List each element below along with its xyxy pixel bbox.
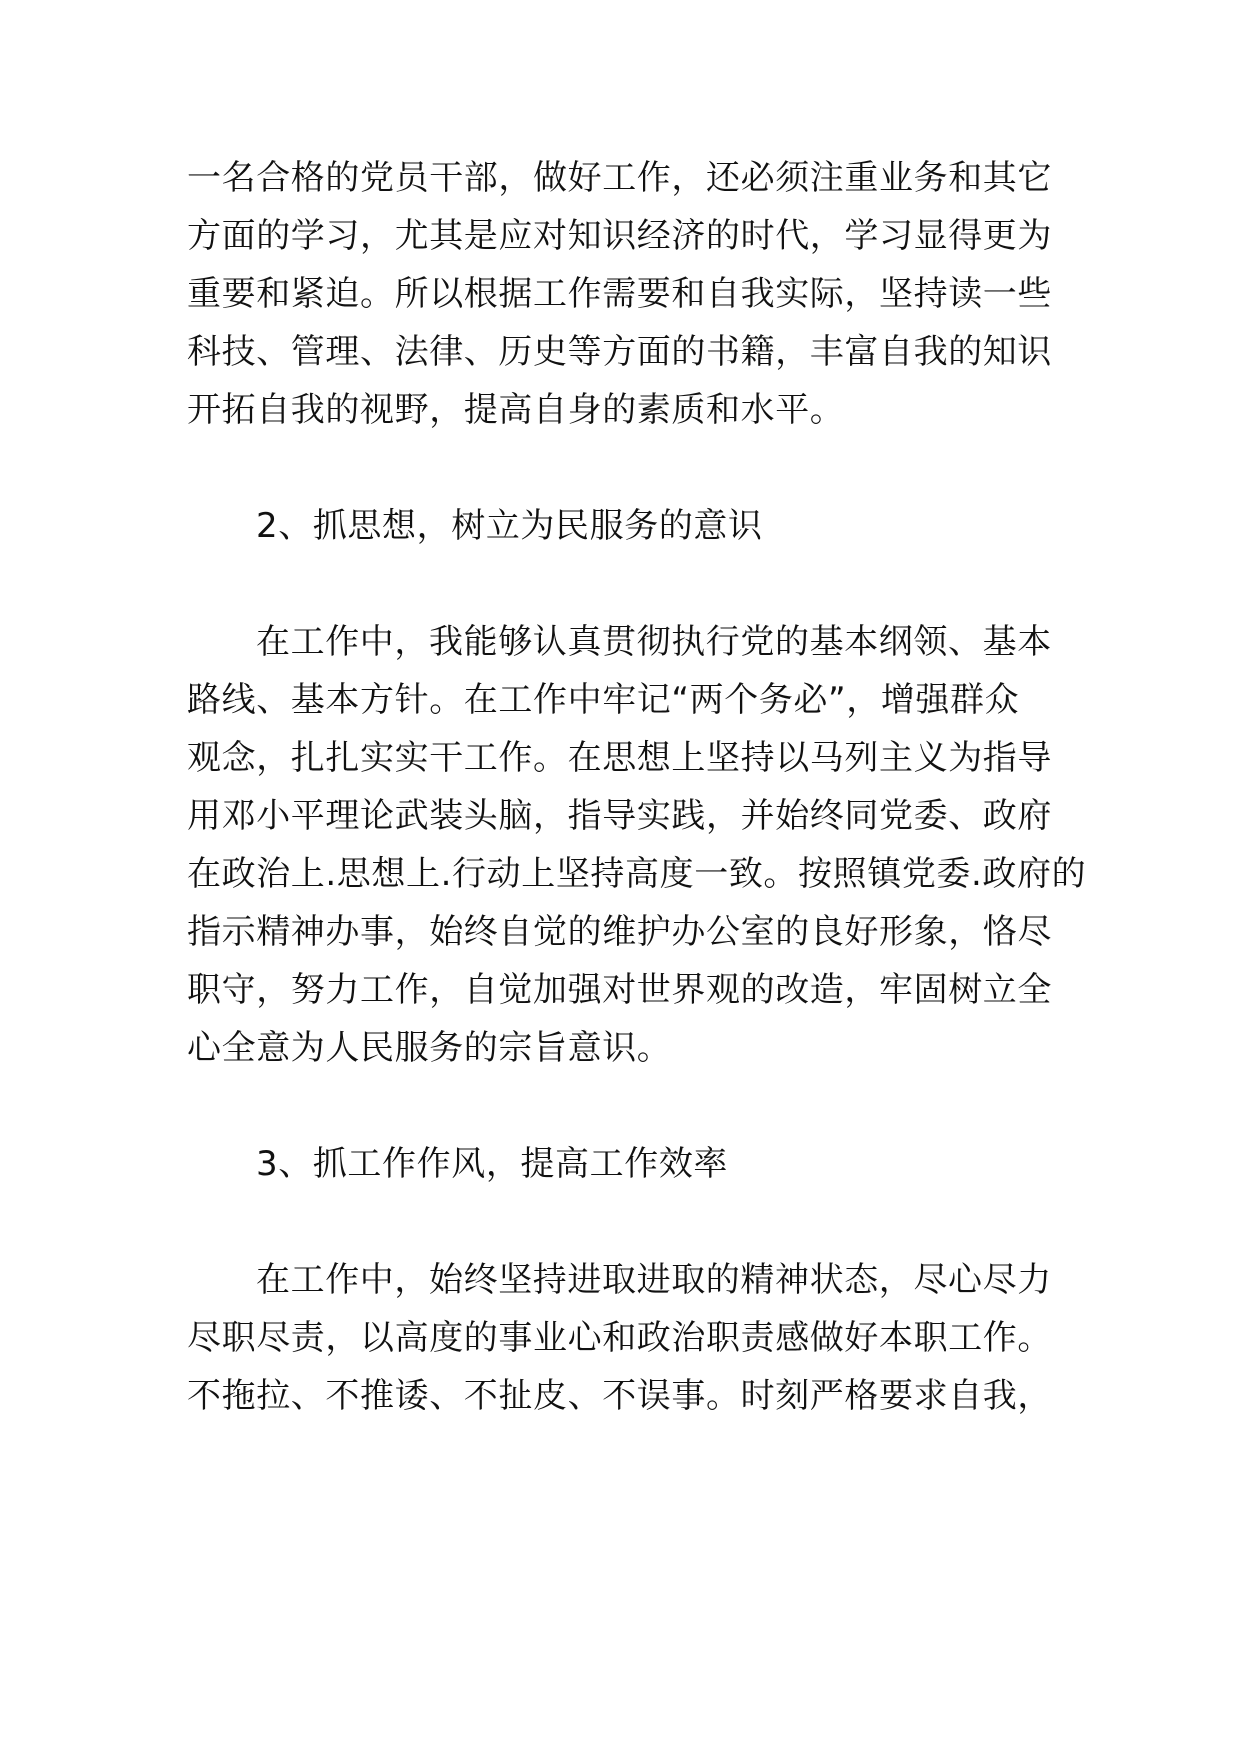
paragraph-line: 心全意为人民服务的宗旨意识。: [187, 1028, 672, 1068]
paragraph-line: 一名合格的党员干部，做好工作，还必须注重业务和其它: [187, 158, 1052, 198]
paragraph-line: 观念，扎扎实实干工作。在思想上坚持以马列主义为指导: [187, 738, 1052, 778]
paragraph-line: 不拖拉、不推诿、不扯皮、不误事。时刻严格要求自我，: [187, 1376, 1052, 1416]
paragraph-line: 科技、管理、法律、历史等方面的书籍，丰富自我的知识: [187, 332, 1052, 372]
paragraph-line: 尽职尽责，以高度的事业心和政治职责感做好本职工作。: [187, 1318, 1052, 1358]
paragraph-line: 在工作中，始终坚持进取进取的精神状态，尽心尽力: [256, 1260, 1052, 1300]
section-heading: 2、抓思想，树立为民服务的意识: [256, 506, 763, 546]
paragraph-line: 路线、基本方针。在工作中牢记“两个务必”，增强群众: [187, 680, 1020, 720]
paragraph-line: 指示精神办事，始终自觉的维护办公室的良好形象，恪尽: [187, 912, 1052, 952]
paragraph-line: 重要和紧迫。所以根据工作需要和自我实际，坚持读一些: [187, 274, 1052, 314]
paragraph-line: 在政治上.思想上.行动上坚持高度一致。按照镇党委.政府的: [187, 854, 1087, 894]
paragraph-line: 方面的学习，尤其是应对知识经济的时代，学习显得更为: [187, 216, 1052, 256]
paragraph-line: 职守，努力工作，自觉加强对世界观的改造，牢固树立全: [187, 970, 1052, 1010]
paragraph-line: 用邓小平理论武装头脑，指导实践，并始终同党委、政府: [187, 796, 1052, 836]
paragraph-line: 在工作中，我能够认真贯彻执行党的基本纲领、基本: [256, 622, 1052, 662]
section-heading: 3、抓工作作风，提高工作效率: [256, 1144, 729, 1184]
paragraph-line: 开拓自我的视野，提高自身的素质和水平。: [187, 390, 845, 430]
